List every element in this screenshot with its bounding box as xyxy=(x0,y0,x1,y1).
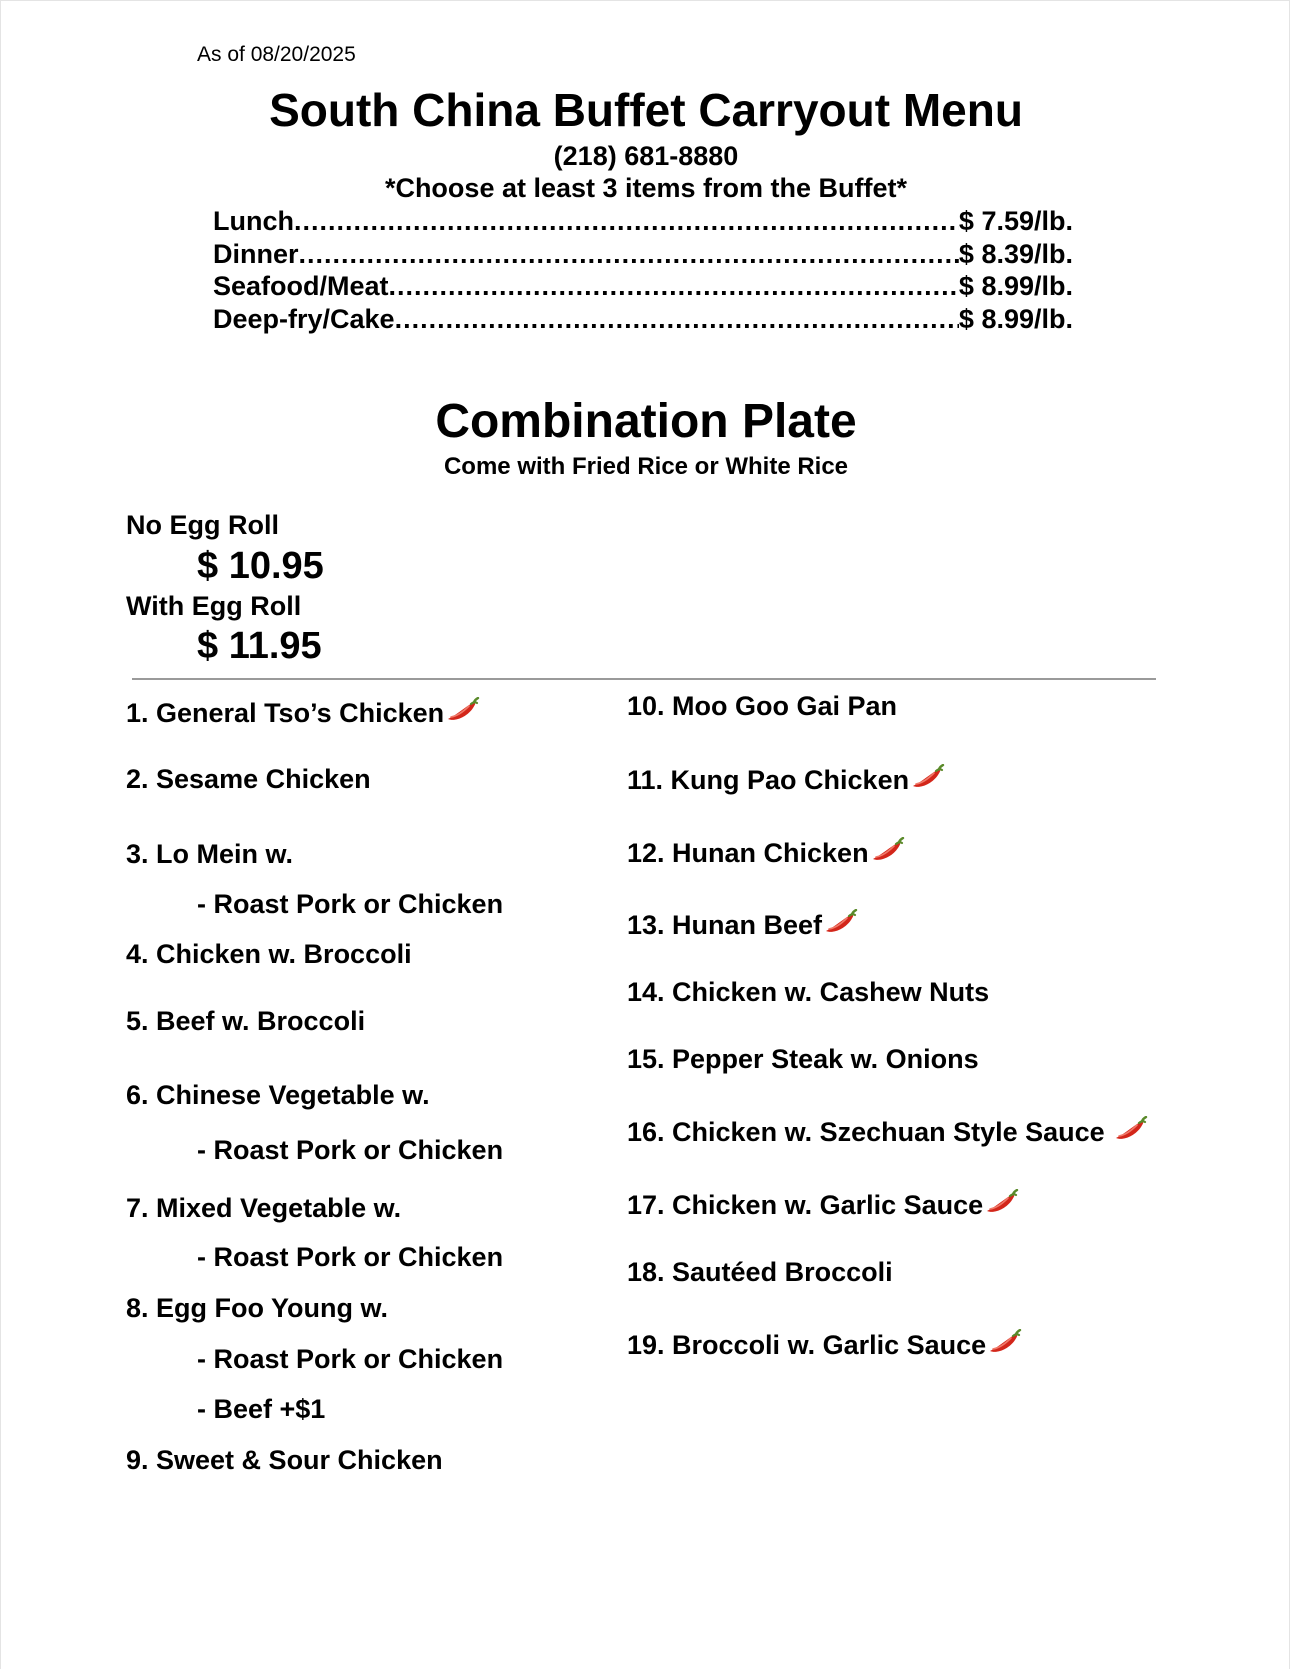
dot-leader xyxy=(299,239,959,270)
menu-item-label: 11. Kung Pao Chicken xyxy=(627,765,910,795)
menu-item-16 xyxy=(627,1116,1149,1148)
chili-pepper-icon xyxy=(823,909,859,937)
menu-item-option-label: - Roast Pork or Chicken xyxy=(197,1242,504,1272)
menu-item-7-option xyxy=(197,1242,503,1273)
buffet-instruction: *Choose at least 3 items from the Buffet* xyxy=(384,173,908,203)
menu-item-6 xyxy=(126,1080,430,1111)
menu-item-8 xyxy=(126,1293,388,1324)
menu-item-label: 2. Sesame Chicken xyxy=(126,764,371,794)
menu-item-2 xyxy=(126,764,371,795)
menu-item-9 xyxy=(126,1445,443,1476)
chili-pepper-icon xyxy=(984,1189,1020,1217)
price-label: Dinner xyxy=(213,238,299,269)
price-value: $ 8.99/lb. xyxy=(958,303,1073,334)
menu-item-label: 12. Hunan Chicken xyxy=(627,838,869,868)
menu-item-6-option xyxy=(197,1135,503,1166)
menu-item-option-label: - Roast Pork or Chicken xyxy=(197,1344,504,1374)
menu-item-label: 8. Egg Foo Young w. xyxy=(126,1293,388,1323)
menu-item-3 xyxy=(126,839,293,870)
menu-title: South China Buffet Carryout Menu xyxy=(269,84,1023,136)
menu-item-10 xyxy=(627,691,897,722)
menu-item-label: 6. Chinese Vegetable w. xyxy=(126,1080,430,1110)
menu-item-13 xyxy=(627,909,859,941)
menu-item-14 xyxy=(627,977,989,1008)
chili-pepper-icon xyxy=(870,837,906,865)
as-of-date: As of 08/20/2025 xyxy=(197,43,356,66)
dot-leader xyxy=(294,206,959,237)
menu-item-option-label: - Roast Pork or Chicken xyxy=(197,889,504,919)
menu-item-label: 5. Beef w. Broccoli xyxy=(126,1006,366,1036)
menu-item-19 xyxy=(627,1329,1023,1361)
chili-pepper-icon xyxy=(1113,1116,1149,1144)
phone-number: (218) 681-8880 xyxy=(553,141,739,171)
menu-item-label: 7. Mixed Vegetable w. xyxy=(126,1193,402,1223)
menu-item-17 xyxy=(627,1189,1020,1221)
option-price-with-egg-roll: $ 11.95 xyxy=(197,625,322,667)
menu-item-1 xyxy=(126,697,481,729)
price-row-deep-fry-cake xyxy=(213,304,1073,337)
menu-item-11 xyxy=(627,764,946,796)
price-value: $ 8.99/lb. xyxy=(958,271,1073,301)
section-divider xyxy=(132,678,1156,680)
chili-pepper-icon xyxy=(445,697,481,725)
price-value: $ 7.59/lb. xyxy=(958,206,1073,236)
menu-item-label: 15. Pepper Steak w. Onions xyxy=(627,1044,979,1074)
price-label: Seafood/Meat xyxy=(213,271,389,301)
menu-item-3-option xyxy=(197,889,503,920)
menu-item-7 xyxy=(126,1193,401,1224)
price-value: $ 8.39/lb. xyxy=(958,238,1073,269)
dot-leader xyxy=(389,271,959,302)
menu-item-8-option-1 xyxy=(197,1344,503,1375)
menu-item-8-option-2 xyxy=(197,1394,325,1425)
buffet-price-list xyxy=(213,206,1073,336)
menu-item-label: 17. Chicken w. Garlic Sauce xyxy=(627,1190,984,1220)
option-label-with-egg-roll: With Egg Roll xyxy=(126,591,302,621)
menu-item-label: 3. Lo Mein w. xyxy=(126,839,294,869)
menu-item-5 xyxy=(126,1006,365,1037)
menu-item-option-label: - Beef +$1 xyxy=(197,1394,326,1424)
menu-item-12 xyxy=(627,837,906,869)
menu-item-label: 16. Chicken w. Szechuan Style Sauce xyxy=(627,1117,1113,1147)
price-row-lunch xyxy=(213,206,1073,239)
option-label-no-egg-roll: No Egg Roll xyxy=(126,510,279,540)
combination-title: Combination Plate xyxy=(435,395,857,448)
menu-item-4 xyxy=(126,939,412,970)
menu-item-label: 18. Sautéed Broccoli xyxy=(627,1257,893,1287)
dot-leader xyxy=(395,304,959,335)
price-label: Lunch xyxy=(213,206,294,236)
price-row-seafood-meat xyxy=(213,271,1073,304)
chili-pepper-icon xyxy=(910,764,946,792)
menu-item-label: 1. General Tso’s Chicken xyxy=(126,698,445,728)
menu-item-18 xyxy=(627,1257,893,1288)
menu-item-label: 10. Moo Goo Gai Pan xyxy=(627,691,898,721)
chili-pepper-icon xyxy=(987,1329,1023,1357)
menu-item-label: 13. Hunan Beef xyxy=(627,910,823,940)
menu-item-label: 14. Chicken w. Cashew Nuts xyxy=(627,977,990,1007)
option-price-no-egg-roll: $ 10.95 xyxy=(197,545,324,587)
menu-item-label: 19. Broccoli w. Garlic Sauce xyxy=(627,1330,987,1360)
menu-item-15 xyxy=(627,1044,979,1075)
menu-item-label: 4. Chicken w. Broccoli xyxy=(126,939,412,969)
price-row-dinner xyxy=(213,239,1073,272)
menu-item-label: 9. Sweet & Sour Chicken xyxy=(126,1445,443,1475)
price-label: Deep-fry/Cake xyxy=(213,303,395,334)
combination-subtitle: Come with Fried Rice or White Rice xyxy=(443,453,849,480)
menu-item-option-label: - Roast Pork or Chicken xyxy=(197,1135,504,1165)
